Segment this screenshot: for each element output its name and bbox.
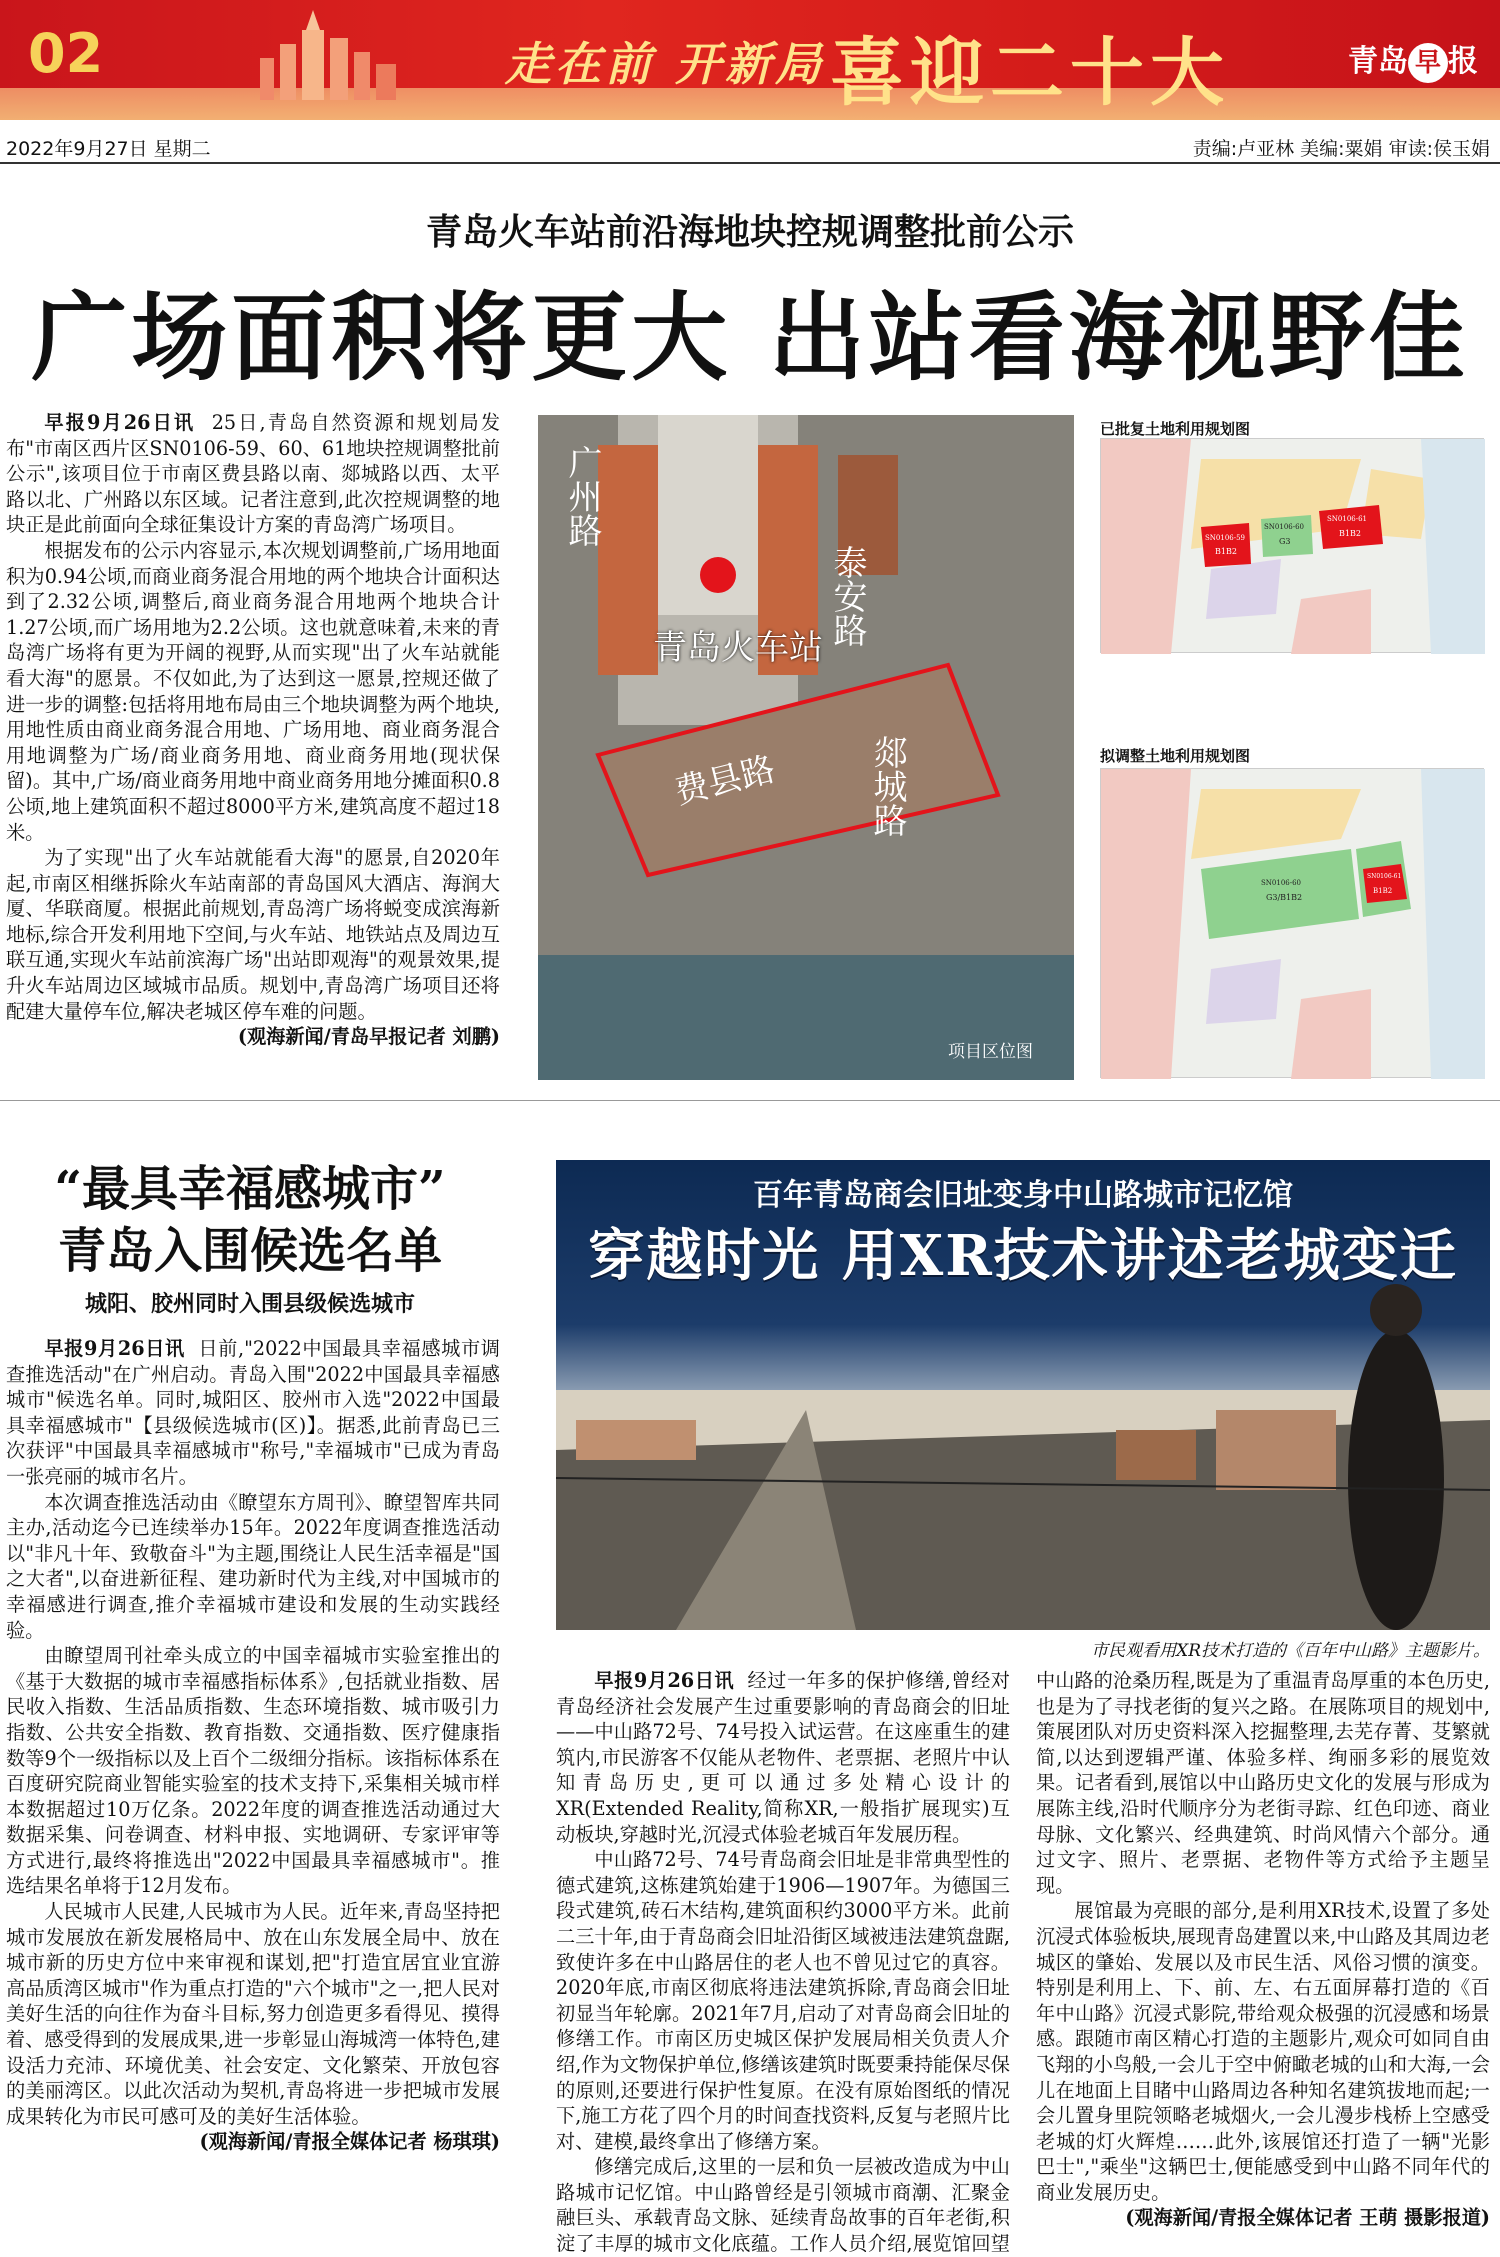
road-label-feixian: 费县路 <box>670 749 780 813</box>
masthead-banner <box>0 0 1500 120</box>
aerial-photo <box>538 415 1074 1080</box>
article3-paragraph: 修缮完成后,这里的一层和负一层被改造成为中山路城市记忆馆。中山路曾经是引领城市商潮、汇聚金融巨头、承载青岛文脉、延续青岛故事的百年老街,积淀了丰厚的城市文化底蕴。工作人员介绍,展览馆回望中山路的沧桑历程,既是为了重温青岛厚重的本色历史,也是为了寻找老街的复兴之路。在展陈项目的规划中,策展团队对历史资料深入挖掘整理,去芜存菁、芟繁就简,以达到逻辑严谨、体验多样、绚丽多彩的展览效果。记者看到,展馆以中山路历史文化的发展与形成为展陈主线,沿时代顺序分为老街寻踪、红色印迹、商业母脉、文化繁兴、经典建筑、时尚风情六个部分。通过文字、照片、老票据、老物件等方式给予主题呈现。 <box>556 1669 1490 2256</box>
issue-date: 2022年9月27日 星期二 <box>6 138 211 160</box>
article3-body <box>556 1668 1490 2257</box>
article2-headline-line1: “最具幸福感城市” <box>54 1161 446 1217</box>
article3-paragraph: 展馆最为亮眼的部分,是利用XR技术,设置了多处沉浸式体验板块,展现青岛建置以来,中山路及其周边老城区的肇始、发展以及市民生活、风俗习惯的演变。特别是利用上、下、前、左、右五面屏幕打造的《百年中山路》沉浸式影院,带给观众极强的沉浸感和场景感。跟随市南区精心打造的主题影片,观众可如同自由飞翔的小鸟般,一会儿于空中俯瞰老城的山和大海,一会儿在地面上目睹中山路周边各种知名建筑拔地而起;一会儿置身里院领略老城烟火,一会儿漫步栈桥上空感受老城的灯火辉煌……此外,该展馆还打造了一辆"光影巴士","乘坐"这辆巴士,便能感受到中山路不同年代的商业发展历史。 <box>1036 1899 1490 2204</box>
article2-paragraph: 由瞭望周刊社牵头成立的中国幸福城市实验室推出的《基于大数据的城市幸福感指标体系》,包括就业指数、居民收入指数、生活品质指数、生态环境指数、城市吸引力指数、公共安全指数、教育指数、交通指数、医疗健康指数等9个一级指标以及上百个二级细分指标。该指标体系在百度研究院商业智能实验室的技术支持下,采集相关城市样本数据超过10万亿条。2022年度的调查推选活动通过大数据采集、问卷调查、材料申报、实地调研、专家评审等方式进行,最终将推选出"2022中国最具幸福感城市"。推选结果名单将于12月发布。 <box>6 1644 500 1898</box>
lot-use-label: B1B2 <box>1373 887 1393 895</box>
article1-paragraph: 根据发布的公示内容显示,本次规划调整前,广场用地面积为0.94公顷,而商业商务混合用地的两个地块合计面积达到了2.32公顷,调整后,商业商务混合用地两个地块合计1.27公顷,而广场用地为2.2公顷。这也就意味着,未来的青岛湾广场将有更为开阔的视野,从而实现"出了火车站就能看大海"的愿景。不仅如此,为了达到这一愿景,控规还做了进一步的调整:包括将用地布局由三个地块调整为两个地块,用地性质由商业商务混合用地、广场用地、商业商务混合用地调整为广场/商业商务用地、商业商务用地(现状保留)。其中,广场/商业商务用地中商业商务用地分摊面积0.8公顷,地上建筑面积不超过8000平方米,建筑高度不超过18米。 <box>6 538 500 844</box>
plan-before-caption: 已批复土地利用规划图 <box>1100 420 1251 438</box>
article2-paragraph: 本次调查推选活动由《瞭望东方周刊》、瞭望智库共同主办,活动迄今已连续举办15年。2022年度调查推选活动以"非凡十年、致敬奋斗"为主题,围绕让人民生活幸福是"国之大者",以奋进新征程、建功新时代为主线,对中国城市的幸福感进行调查,推介幸福城市建设和发展的生动实践经验。 <box>6 1490 500 1642</box>
article3-kicker: 百年青岛商会旧址变身中山路城市记忆馆 <box>753 1178 1293 1213</box>
article1-headline: 广场面积将更大 出站看海视野佳 <box>31 281 1469 394</box>
lot-use-label: G3 <box>1279 537 1291 546</box>
section-divider <box>0 1100 1500 1101</box>
location-map <box>538 415 1074 1080</box>
plan-after-drawing <box>1101 769 1485 1079</box>
article2-paragraph: 人民城市人民建,人民城市为人民。近年来,青岛坚持把城市发展放在新发展格局中、放在山东发展全局中、放在城市新的历史方位中来审视和谋划,把"打造宜居宜业宜游高品质湾区城市"作为重点打造的"六个城市"之一,把人民对美好生活的向往作为奋斗目标,努力创造更多看得见、摸得着、感受得到的发展成果,进一步彰显山海城湾一体特色,建设活力充沛、环境优美、社会安定、文化繁荣、开放包容的美丽湾区。以此次活动为契机,青岛将进一步把城市发展成果转化为市民可感可及的美好生活体验。 <box>6 1900 500 2128</box>
photo-caption: 市民观看用XR技术打造的《百年中山路》主题影片。 <box>1091 1641 1490 1661</box>
logo-suffix: 报 <box>1448 44 1478 79</box>
article2-lead: 早报9月26日讯 <box>44 1337 185 1360</box>
lot-label: SN0106-60 <box>1264 523 1305 531</box>
slogan-right: 喜迎二十大 <box>830 30 1230 116</box>
plan-before-map <box>1100 438 1484 653</box>
road-label-guangzhou: 广州路 <box>562 445 602 547</box>
article3-byline: (观海新闻/青报全媒体记者 王萌 摄影报道) <box>1125 2206 1490 2230</box>
article3-paragraph: 中山路72号、74号青岛商会旧址是非常典型性的德式建筑,这栋建筑始建于1906—1907年。为德国三段式建筑,砖石木结构,建筑面积约3000平方米。此前二三十年,由于青岛商会旧址沿街区域被违法建筑盘踞,致使许多在中山路居住的老人也不曾见过它的真容。2020年底,市南区彻底将违法建筑拆除,青岛商会旧址初显当年轮廓。2021年7月,启动了对青岛商会旧址的修缮工作。市南区历史城区保护发展局相关负责人介绍,作为文物保护单位,修缮该建筑时既要秉持能保尽保的原则,还要进行保护性复原。在没有原始图纸的情况下,施工方花了四个月的时间查找资料,反复与老照片比对、建模,最终拿出了修缮方案。 <box>556 1848 1010 2153</box>
road-label-tancheng: 郯城路 <box>867 735 907 837</box>
newspaper-logo <box>1348 36 1478 83</box>
lot-label: SN0106-61 <box>1367 873 1402 880</box>
road-label-taian: 泰安路 <box>827 545 867 647</box>
header-rule <box>0 162 1500 164</box>
lot-use-label: G3/B1B2 <box>1266 893 1303 902</box>
article2-paragraph: 早报9月26日讯 日前,"2022中国最具幸福感城市调查推选活动"在广州启动。青岛入围"2022中国最具幸福感城市"候选名单。同时,城阳区、胶州市入选"2022中国最具幸福感城市"【县级候选城市(区)】。据悉,此前青岛已三次获评"中国最具幸福感城市"称号,"幸福城市"已成为青岛一张亮丽的城市名片。 <box>6 1337 500 1488</box>
article1-lead: 早报9月26日讯 <box>44 411 196 434</box>
editor-credits: 责编:卢亚林 美编:粟娟 审读:侯玉娟 <box>1192 138 1490 160</box>
lot-use-label: B1B2 <box>1339 529 1361 538</box>
station-label: 青岛火车站 <box>653 628 823 668</box>
plan-after-map <box>1100 768 1484 1078</box>
article3-headline: 穿越时光 用XR技术讲述老城变迁 <box>588 1223 1458 1289</box>
article1-body <box>6 410 500 1050</box>
slogan-left: 走在前 开新局 <box>505 37 826 91</box>
lot-label: SN0106-61 <box>1327 515 1368 523</box>
map-caption: 项目区位图 <box>948 1042 1033 1062</box>
article3-lead: 早报9月26日讯 <box>594 1669 735 1692</box>
city-skyline-icon <box>240 8 420 100</box>
lot-use-label: B1B2 <box>1215 547 1237 556</box>
plan-after-caption: 拟调整土地利用规划图 <box>1100 747 1251 765</box>
lot-label: SN0106-60 <box>1261 879 1302 887</box>
logo-prefix: 青岛 <box>1348 44 1408 79</box>
article1-kicker: 青岛火车站前沿海地块控规调整批前公示 <box>425 211 1074 253</box>
article1-byline: (观海新闻/青岛早报记者 刘鹏) <box>237 1025 500 1049</box>
logo-badge: 早 <box>1408 43 1448 83</box>
article2-headline <box>0 1158 500 1282</box>
page-number: 02 <box>28 22 104 85</box>
lot-label: SN0106-59 <box>1205 534 1246 542</box>
article2-headline-line2: 青岛入围候选名单 <box>57 1223 442 1279</box>
article2-body <box>6 1336 500 2155</box>
article2-byline: (观海新闻/青报全媒体记者 杨琪琪) <box>199 2130 500 2154</box>
article2-subhead: 城阳、胶州同时入围县级候选城市 <box>84 1292 415 1317</box>
plan-before-drawing <box>1101 439 1485 654</box>
article1-paragraph: 早报9月26日讯 25日,青岛自然资源和规划局发布"市南区西片区SN0106-59、60、61地块控规调整批前公示",该项目位于市南区费县路以南、郯城路以西、太平路以北、广州路以东区域。记者注意到,此次控规调整的地块正是此前面向全球征集设计方案的青岛湾广场项目。 <box>6 411 501 537</box>
article3-photo <box>556 1160 1490 1630</box>
article1-paragraph: 为了实现"出了火车站就能看大海"的愿景,自2020年起,市南区相继拆除火车站南部的青岛国风大酒店、海润大厦、华联商厦。根据此前规划,青岛湾广场将蜕变成滨海新地标,综合开发利用地下空间,与火车站、地铁站点及周边互联互通,实现火车站前滨海广场"出站即观海"的观景效果,提升火车站周边区域城市品质。规划中,青岛湾广场项目还将配建大量停车位,解决老城区停车难的问题。 <box>6 846 500 1023</box>
article3-paragraph: 早报9月26日讯 经过一年多的保护修缮,曾经对青岛经济社会发展产生过重要影响的青岛商会的旧址——中山路72号、74号投入试运营。在这座重生的建筑内,市民游客不仅能从老物件、老票据、老照片中认知青岛历史,更可以通过多处精心设计的XR(Extended Reality,简称XR,一般指扩展现实)互动板块,穿越时光,沉浸式体验老城百年发展历程。 <box>556 1669 1010 1846</box>
